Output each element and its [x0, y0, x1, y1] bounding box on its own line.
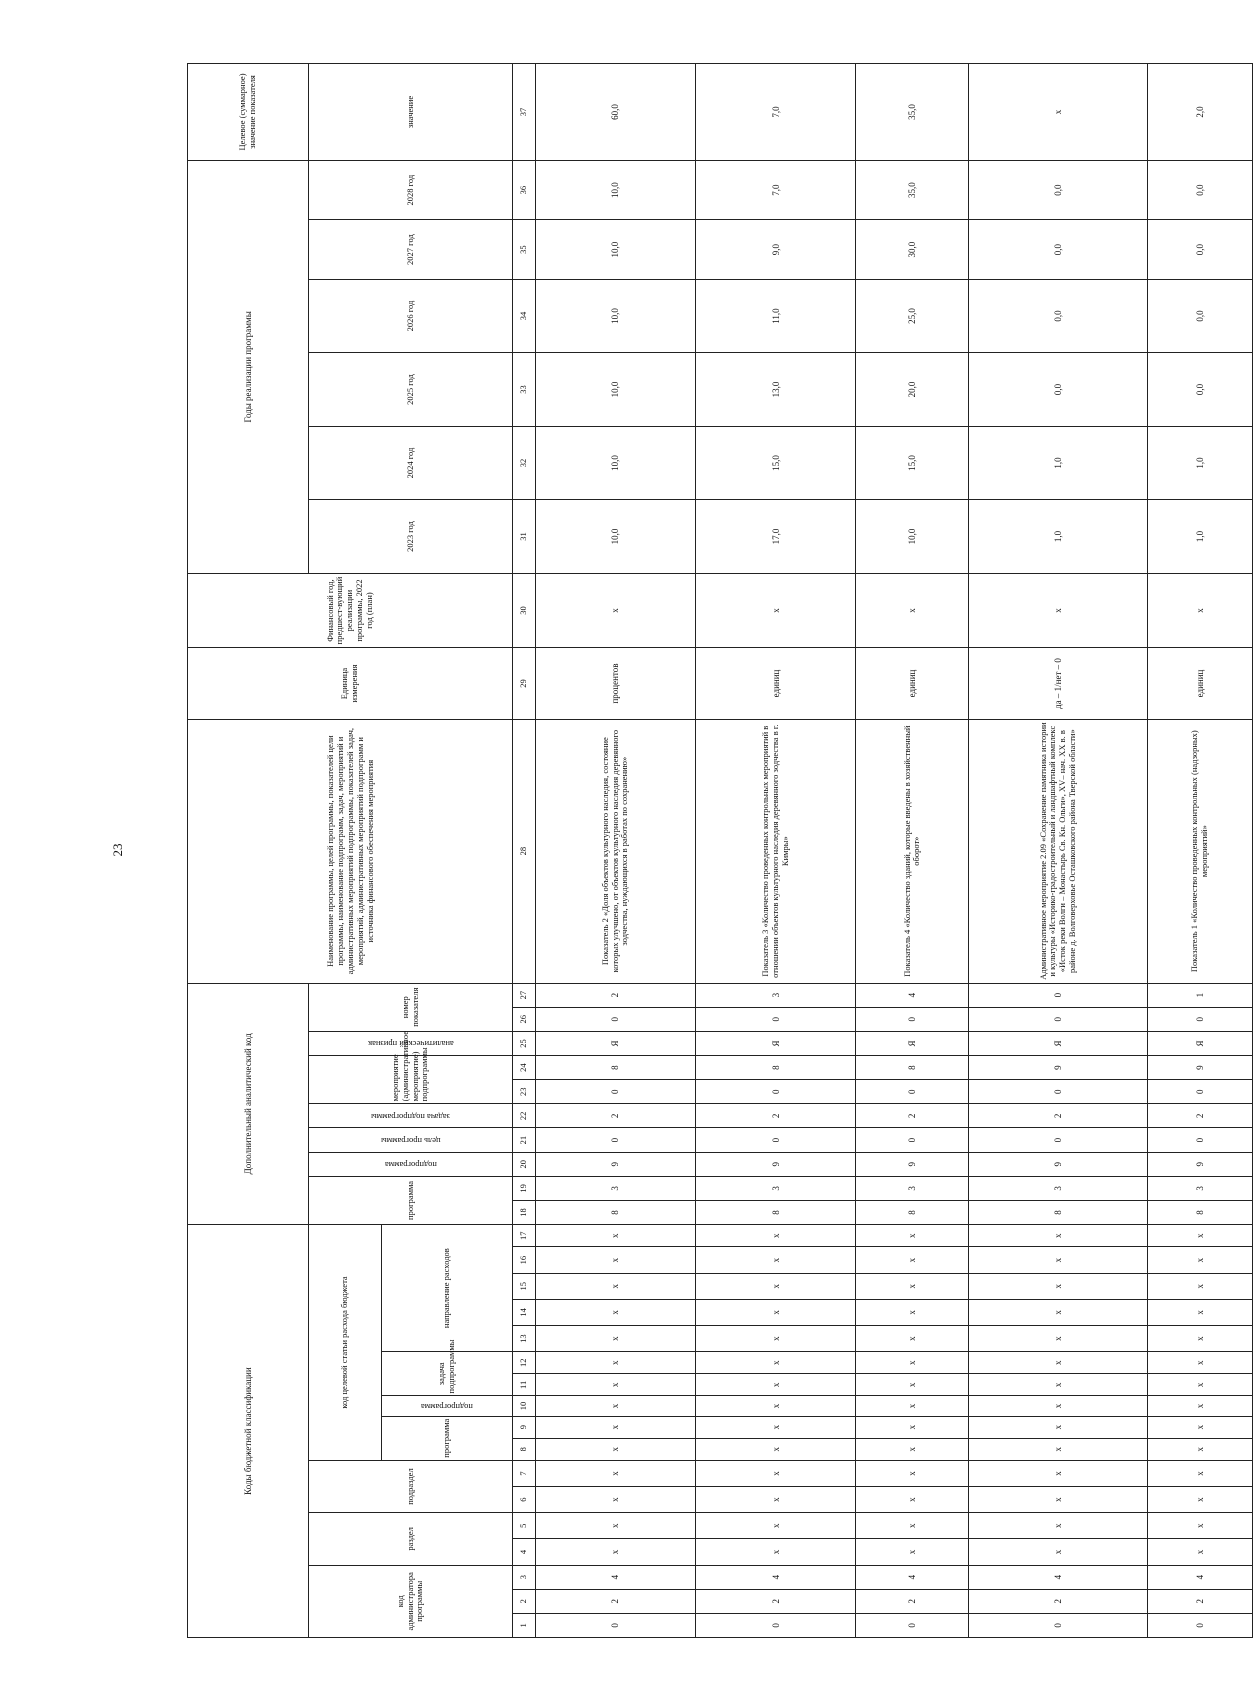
code-cell: х: [856, 1247, 969, 1273]
year-2028-header: 2028 год: [309, 160, 513, 219]
code-cell: х: [696, 1487, 856, 1513]
code-cell: х: [969, 1225, 1148, 1247]
unit-cell: единиц: [696, 648, 856, 719]
code-cell: х: [969, 1487, 1148, 1513]
code-cell: 2: [856, 1589, 969, 1613]
code-cell: 9: [969, 1152, 1148, 1176]
code-cell: х: [536, 1247, 696, 1273]
code-cell: 0: [696, 1007, 856, 1031]
year-value-cell: 1,0: [969, 426, 1148, 500]
col-num: 37: [513, 64, 536, 161]
indicator-name: Показатель 1 «Количество проведенных контрольных (надзорных) мероприятий»: [1147, 719, 1252, 983]
code-cell: х: [696, 1416, 856, 1438]
year-value-cell: 25,0: [856, 279, 969, 353]
code-cell: 0: [536, 1613, 696, 1637]
add-analytic-header: аналитический признак: [309, 1031, 513, 1055]
year-value-cell: 0,0: [969, 220, 1148, 279]
code-cell: 0: [696, 1613, 856, 1637]
code-cell: 0: [856, 1613, 969, 1637]
code-cell: х: [536, 1325, 696, 1351]
code-cell: х: [536, 1225, 696, 1247]
code-cell: х: [696, 1299, 856, 1325]
col-num: 20: [513, 1152, 536, 1176]
code-cell: 9: [696, 1152, 856, 1176]
code-cell: х: [696, 1396, 856, 1416]
year-value-cell: 0,0: [1147, 220, 1252, 279]
code-cell: х: [856, 1460, 969, 1486]
year-value-cell: 0,0: [969, 160, 1148, 219]
indicator-name: Административное мероприятие 2.09 «Сохранение памятника истории и культуры «Историко-градостроительный и ландшафтный комплекс «Исток реки Волги – Монастырь Св. Кн. Ольги», XV– нач. XX в. в районе д. Волговерховье Осташковского района Тверской области»: [969, 719, 1148, 983]
column-numbers-row: [513, 64, 536, 1638]
years-header: Годы реализации программы: [188, 160, 309, 573]
table-row: [536, 64, 696, 1638]
year-value-cell: 10,0: [536, 500, 696, 574]
col-num: 4: [513, 1539, 536, 1565]
header-row-1: [188, 64, 309, 1638]
code-cell: 4: [856, 983, 969, 1007]
col-num: 23: [513, 1080, 536, 1104]
col-num: 25: [513, 1031, 536, 1055]
col-num: 36: [513, 160, 536, 219]
year-2026-header: 2026 год: [309, 279, 513, 353]
year-2025-header: 2025 год: [309, 353, 513, 427]
code-cell: х: [536, 1352, 696, 1374]
year-value-cell: 30,0: [856, 220, 969, 279]
indicator-name: Показатель 4 «Количество зданий, которые введены в хозяйственный оборот»: [856, 719, 969, 983]
code-cell: х: [1147, 1325, 1252, 1351]
add-indicator-header: номер показателя: [309, 983, 513, 1031]
rotated-table-wrapper: [187, 63, 1209, 1638]
code-cell: 0: [856, 1128, 969, 1152]
code-cell: 2: [536, 1589, 696, 1613]
col-num: 16: [513, 1247, 536, 1273]
code-cell: 0: [1147, 1007, 1252, 1031]
code-cell: х: [1147, 1487, 1252, 1513]
code-cell: х: [969, 1352, 1148, 1374]
code-cell: х: [696, 1352, 856, 1374]
subprogram-header: подпрограмма: [382, 1396, 513, 1416]
code-cell: х: [856, 1539, 969, 1565]
year-value-cell: 15,0: [856, 426, 969, 500]
year-value-cell: 0,0: [1147, 160, 1252, 219]
code-cell: х: [856, 1273, 969, 1299]
code-cell: х: [536, 1299, 696, 1325]
code-cell: 3: [856, 1176, 969, 1200]
code-cell: х: [1147, 1247, 1252, 1273]
code-cell: х: [536, 1513, 696, 1539]
col-num: 18: [513, 1200, 536, 1224]
code-cell: х: [856, 1299, 969, 1325]
code-cell: 3: [1147, 1176, 1252, 1200]
code-cell: х: [536, 1374, 696, 1396]
year-value-cell: 0,0: [969, 353, 1148, 427]
subprogram-task-header: задача подпрограммы: [382, 1352, 513, 1396]
expense-direction-header: направление расходов: [382, 1225, 513, 1352]
code-cell: х: [696, 1513, 856, 1539]
target-value-cell: 35,0: [856, 64, 969, 161]
fin-year-cell: х: [536, 573, 696, 648]
code-cell: 8: [696, 1200, 856, 1224]
code-cell: 0: [969, 1128, 1148, 1152]
code-cell: Я: [536, 1031, 696, 1055]
col-num: 7: [513, 1460, 536, 1486]
code-cell: 0: [1147, 1080, 1252, 1104]
col-num: 27: [513, 983, 536, 1007]
add-measure-header: мероприятие (административное мероприятие) подпрограммы: [309, 1056, 513, 1104]
add-task-header: задача подпрограммы: [309, 1104, 513, 1128]
code-cell: х: [969, 1438, 1148, 1460]
year-value-cell: 1,0: [969, 500, 1148, 574]
code-cell: 4: [1147, 1565, 1252, 1589]
code-cell: 4: [969, 1565, 1148, 1589]
col-num: 28: [513, 719, 536, 983]
col-num: 19: [513, 1176, 536, 1200]
code-cell: 0: [856, 1007, 969, 1031]
year-value-cell: 10,0: [856, 500, 969, 574]
code-cell: 0: [1147, 1613, 1252, 1637]
code-cell: х: [969, 1539, 1148, 1565]
code-cell: х: [536, 1396, 696, 1416]
unit-header: Единица измерения: [188, 648, 513, 719]
col-num: 17: [513, 1225, 536, 1247]
code-cell: 4: [856, 1565, 969, 1589]
code-cell: 8: [1147, 1200, 1252, 1224]
code-cell: х: [536, 1416, 696, 1438]
code-cell: х: [969, 1273, 1148, 1299]
value-header: значение: [309, 64, 513, 161]
code-cell: х: [1147, 1513, 1252, 1539]
year-value-cell: 15,0: [696, 426, 856, 500]
code-cell: х: [969, 1396, 1148, 1416]
fin-year-cell: х: [969, 573, 1148, 648]
code-cell: 8: [536, 1200, 696, 1224]
year-value-cell: 10,0: [536, 279, 696, 353]
target-value-cell: х: [969, 64, 1148, 161]
unit-cell: единиц: [856, 648, 969, 719]
code-cell: х: [1147, 1460, 1252, 1486]
code-cell: х: [1147, 1416, 1252, 1438]
col-num: 24: [513, 1056, 536, 1080]
code-cell: х: [856, 1513, 969, 1539]
code-cell: 9: [856, 1152, 969, 1176]
year-value-cell: 0,0: [969, 279, 1148, 353]
code-cell: 2: [969, 1589, 1148, 1613]
code-cell: х: [969, 1416, 1148, 1438]
code-cell: х: [856, 1325, 969, 1351]
col-num: 33: [513, 353, 536, 427]
col-num: 6: [513, 1487, 536, 1513]
name-header: Наименование программы, целей программы, показателей цели программы, наименование подпрограмм, задач, мероприятий и административных мероприятий подпрограммы, показателей задач, мероприятий, административных мероприятий подпрограмм и источника финансового обеспечения мероприятия: [188, 719, 513, 983]
code-cell: Я: [969, 1031, 1148, 1055]
code-cell: х: [696, 1325, 856, 1351]
code-cell: х: [1147, 1396, 1252, 1416]
year-value-cell: 10,0: [536, 353, 696, 427]
code-cell: х: [1147, 1273, 1252, 1299]
code-cell: 8: [536, 1056, 696, 1080]
year-value-cell: 0,0: [1147, 279, 1252, 353]
code-cell: 0: [536, 1128, 696, 1152]
year-value-cell: 1,0: [1147, 500, 1252, 574]
code-cell: х: [536, 1460, 696, 1486]
code-cell: 2: [1147, 1104, 1252, 1128]
budget-codes-header: Коды бюджетной классификации: [188, 1225, 309, 1638]
col-num: 22: [513, 1104, 536, 1128]
col-num: 12: [513, 1352, 536, 1374]
col-num: 10: [513, 1396, 536, 1416]
code-cell: х: [1147, 1225, 1252, 1247]
year-value-cell: 11,0: [696, 279, 856, 353]
code-cell: х: [856, 1416, 969, 1438]
code-cell: х: [856, 1225, 969, 1247]
code-cell: х: [856, 1487, 969, 1513]
code-cell: х: [1147, 1374, 1252, 1396]
table-row: [856, 64, 969, 1638]
col-num: 5: [513, 1513, 536, 1539]
table-body: [536, 64, 1253, 1638]
indicator-name: Показатель 3 «Количество проведенных контрольных мероприятий в отношении объектов культурного наследия деревянного зодчества в г. Кимры»: [696, 719, 856, 983]
code-cell: 0: [536, 1007, 696, 1031]
code-cell: 3: [969, 1176, 1148, 1200]
add-subprogram-header: подпрограмма: [309, 1152, 513, 1176]
code-cell: х: [696, 1273, 856, 1299]
code-cell: х: [856, 1352, 969, 1374]
col-num: 13: [513, 1325, 536, 1351]
code-cell: 2: [696, 1104, 856, 1128]
code-cell: 4: [696, 1565, 856, 1589]
code-cell: х: [1147, 1539, 1252, 1565]
year-value-cell: 10,0: [536, 220, 696, 279]
code-cell: х: [856, 1438, 969, 1460]
admin-code-header: код администратора программы: [309, 1565, 513, 1637]
col-num: 30: [513, 573, 536, 648]
col-num: 15: [513, 1273, 536, 1299]
program-indicators-table: [187, 63, 1253, 1638]
code-cell: х: [696, 1438, 856, 1460]
year-2027-header: 2027 год: [309, 220, 513, 279]
target-article-header: код целевой статьи расхода бюджета: [309, 1225, 382, 1461]
year-value-cell: 13,0: [696, 353, 856, 427]
code-cell: 8: [969, 1200, 1148, 1224]
code-cell: х: [969, 1247, 1148, 1273]
code-cell: х: [969, 1299, 1148, 1325]
target-value-cell: 2,0: [1147, 64, 1252, 161]
add-goal-header: цель программы: [309, 1128, 513, 1152]
code-cell: 0: [696, 1080, 856, 1104]
unit-cell: процентов: [536, 648, 696, 719]
year-2024-header: 2024 год: [309, 426, 513, 500]
year-value-cell: 10,0: [536, 426, 696, 500]
code-cell: х: [1147, 1299, 1252, 1325]
col-num: 2: [513, 1589, 536, 1613]
code-cell: 3: [536, 1176, 696, 1200]
code-cell: 2: [536, 983, 696, 1007]
year-value-cell: 1,0: [1147, 426, 1252, 500]
section-header: раздел: [309, 1513, 513, 1565]
code-cell: 2: [1147, 1589, 1252, 1613]
code-cell: 2: [536, 1104, 696, 1128]
code-cell: 0: [696, 1128, 856, 1152]
program-header: программа: [382, 1416, 513, 1460]
code-cell: 9: [1147, 1152, 1252, 1176]
code-cell: 4: [536, 1565, 696, 1589]
code-cell: 8: [856, 1056, 969, 1080]
year-value-cell: 9,0: [696, 220, 856, 279]
fin-year-cell: х: [696, 573, 856, 648]
code-cell: 3: [696, 1176, 856, 1200]
code-cell: х: [856, 1374, 969, 1396]
code-cell: 0: [969, 983, 1148, 1007]
code-cell: 0: [969, 1080, 1148, 1104]
col-num: 14: [513, 1299, 536, 1325]
subsection-header: подраздел: [309, 1460, 513, 1512]
code-cell: 1: [1147, 983, 1252, 1007]
target-header: Целевое (суммарное) значение показателя: [188, 64, 309, 161]
table-row: [1147, 64, 1252, 1638]
code-cell: х: [536, 1273, 696, 1299]
add-program-header: программа: [309, 1176, 513, 1224]
code-cell: х: [696, 1374, 856, 1396]
code-cell: х: [696, 1539, 856, 1565]
fin-year-cell: х: [856, 573, 969, 648]
year-value-cell: 7,0: [696, 160, 856, 219]
col-num: 32: [513, 426, 536, 500]
code-cell: х: [1147, 1438, 1252, 1460]
col-num: 21: [513, 1128, 536, 1152]
code-cell: 9: [536, 1152, 696, 1176]
year-value-cell: 35,0: [856, 160, 969, 219]
code-cell: Я: [856, 1031, 969, 1055]
col-num: 26: [513, 1007, 536, 1031]
col-num: 29: [513, 648, 536, 719]
code-cell: х: [696, 1247, 856, 1273]
code-cell: х: [969, 1325, 1148, 1351]
col-num: 11: [513, 1374, 536, 1396]
code-cell: 0: [536, 1080, 696, 1104]
target-value-cell: 60,0: [536, 64, 696, 161]
code-cell: х: [1147, 1352, 1252, 1374]
code-cell: х: [856, 1396, 969, 1416]
unit-cell: единиц: [1147, 648, 1252, 719]
indicator-name: Показатель 2 «Доля объектов культурного наследия, состояние которых улучшено, от объектов культурного наследия деревянного зодчества, нуждающихся в работах по сохранению»: [536, 719, 696, 983]
year-value-cell: 0,0: [1147, 353, 1252, 427]
code-cell: 8: [696, 1056, 856, 1080]
code-cell: х: [696, 1460, 856, 1486]
code-cell: 9: [969, 1056, 1148, 1080]
col-num: 34: [513, 279, 536, 353]
year-value-cell: 17,0: [696, 500, 856, 574]
code-cell: 2: [696, 1589, 856, 1613]
code-cell: х: [969, 1374, 1148, 1396]
year-2023-header: 2023 год: [309, 500, 513, 574]
col-num: 8: [513, 1438, 536, 1460]
code-cell: 9: [1147, 1056, 1252, 1080]
code-cell: 3: [696, 983, 856, 1007]
col-num: 35: [513, 220, 536, 279]
page-number: 23: [110, 843, 125, 857]
target-value-cell: 7,0: [696, 64, 856, 161]
code-cell: х: [696, 1225, 856, 1247]
table-row: [969, 64, 1148, 1638]
code-cell: Я: [696, 1031, 856, 1055]
code-cell: х: [969, 1513, 1148, 1539]
code-cell: 0: [969, 1007, 1148, 1031]
code-cell: 2: [969, 1104, 1148, 1128]
code-cell: х: [969, 1460, 1148, 1486]
fin-year-cell: х: [1147, 573, 1252, 648]
fin-year-header: Финансовый год, предшест-вующий реализации программы, 2022 год (план): [188, 573, 513, 648]
code-cell: 0: [1147, 1128, 1252, 1152]
year-value-cell: 20,0: [856, 353, 969, 427]
code-cell: х: [536, 1487, 696, 1513]
additional-code-header: Дополнительный аналитический код: [188, 983, 309, 1225]
col-num: 31: [513, 500, 536, 574]
col-num: 3: [513, 1565, 536, 1589]
table-row: [696, 64, 856, 1638]
code-cell: 0: [969, 1613, 1148, 1637]
code-cell: х: [536, 1438, 696, 1460]
year-value-cell: 10,0: [536, 160, 696, 219]
code-cell: х: [536, 1539, 696, 1565]
code-cell: Я: [1147, 1031, 1252, 1055]
code-cell: 2: [856, 1104, 969, 1128]
col-num: 9: [513, 1416, 536, 1438]
code-cell: 8: [856, 1200, 969, 1224]
col-num: 1: [513, 1613, 536, 1637]
code-cell: 0: [856, 1080, 969, 1104]
unit-cell: да – 1/нет – 0: [969, 648, 1148, 719]
